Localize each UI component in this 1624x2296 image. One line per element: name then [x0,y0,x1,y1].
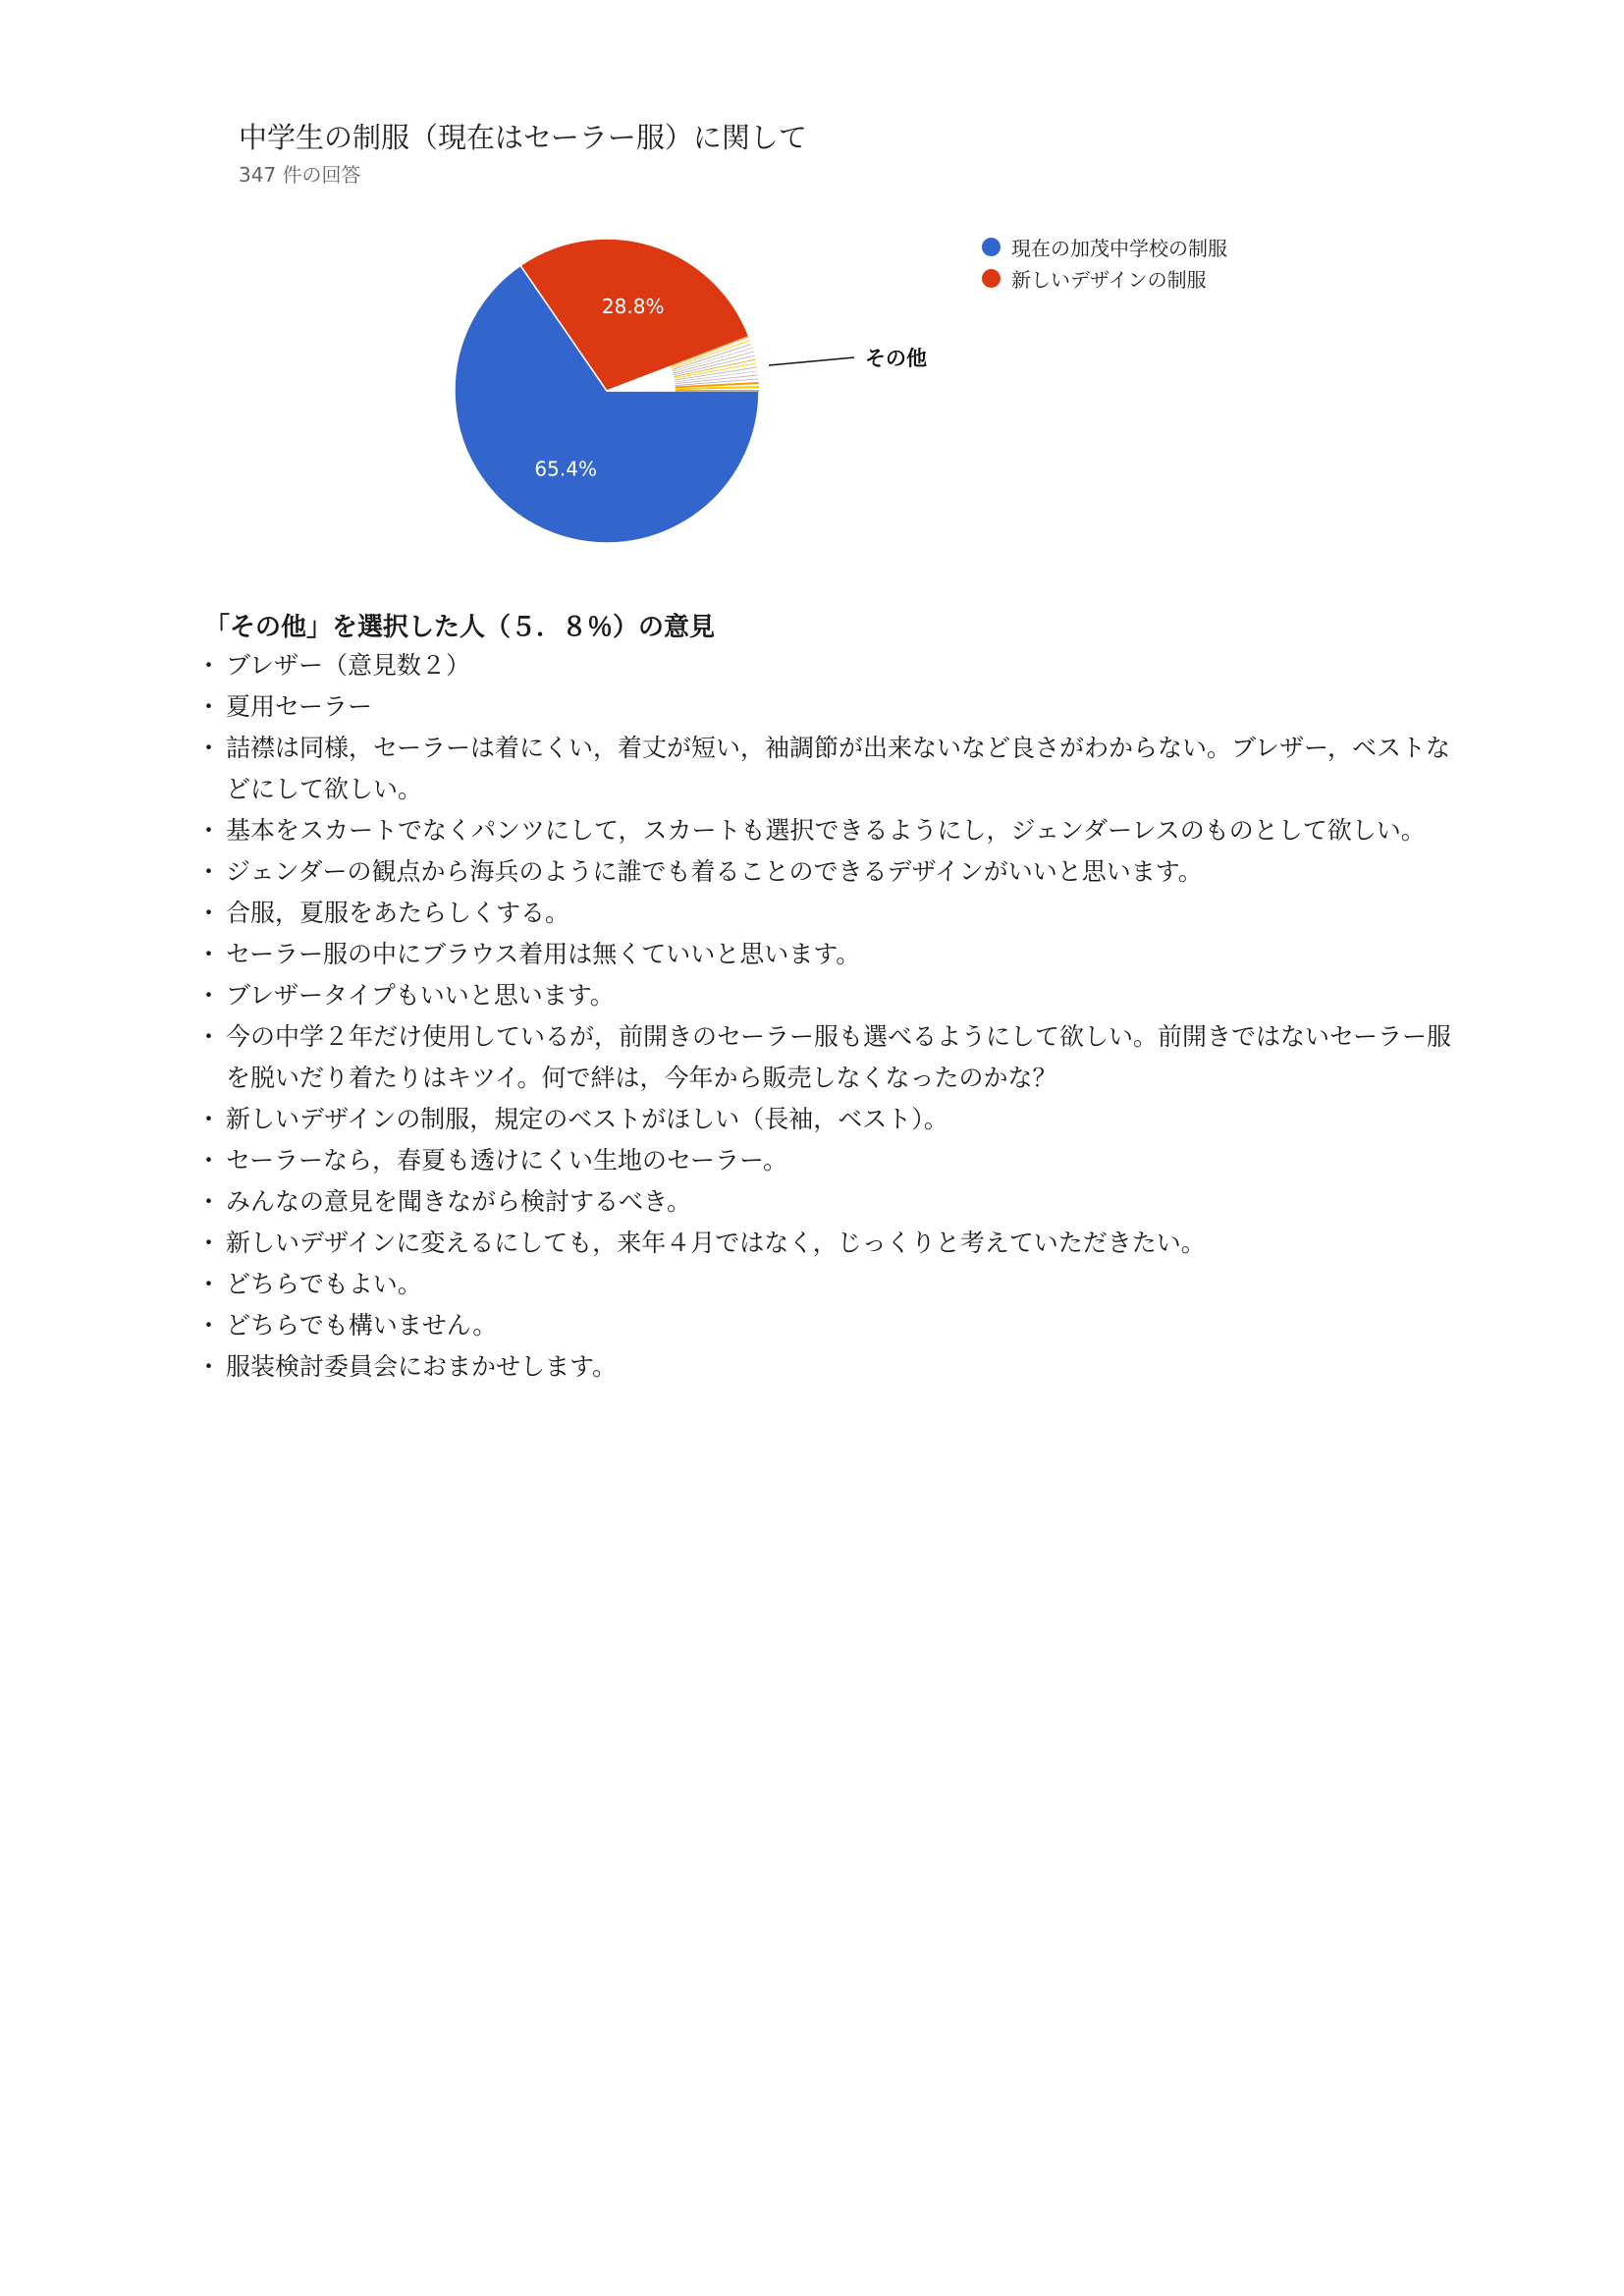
opinion-item: ・ 今の中学２年だけ使用しているが，前開きのセーラー服も選べるようにして欲しい。前開きではないセーラー服を脱いだり着たりはキツイ。何で絆は，今年から販売しなくなったのかな？ [202,1016,1459,1099]
opinion-item: ・ みんなの意見を聞きながら検討するべき。 [202,1181,1459,1223]
opinion-item: ・ ジェンダーの観点から海兵のように誰でも着ることのできるデザインがいいと思います。 [202,851,1459,893]
opinion-item: ・ 合服，夏服をあたらしくする。 [202,893,1459,934]
section-heading: 「その他」を選択した人（５．８％）の意見 [204,613,716,642]
legend-swatch-current [982,238,1001,256]
opinion-item: ・ どちらでも構いません。 [202,1305,1459,1346]
opinion-item: ・ 基本をスカートでなくパンツにして，スカートも選択できるようにし，ジェンダーレスのものとして欲しい。 [202,810,1459,851]
opinion-item: ・ 服装検討委員会におまかせします。 [202,1346,1459,1388]
pie-slice-label: 65.4% [534,457,597,481]
opinion-item: ・ 詰襟は同様，セーラーは着にくい，着丈が短い，袖調節が出来ないなど良さがわからない。ブレザー，ベストなどにして欲しい。 [202,728,1459,810]
legend-item-current [982,231,1227,262]
response-count: 347 件の回答 [239,163,361,187]
opinion-item: ・ どちらでもよい。 [202,1264,1459,1305]
legend-item-new [982,262,1227,294]
opinion-list [202,645,1459,1388]
opinion-item: ・ 新しいデザインの制服，規定のベストがほしい（長袖，ベスト）。 [202,1099,1459,1140]
pie-slice-label: 28.8% [601,295,665,319]
pie-chart [447,228,997,562]
legend-label-new: 新しいデザインの制服 [1011,267,1207,292]
opinion-item: ・ 夏用セーラー [202,686,1459,728]
opinion-item: ・ ブレザー（意見数２） [202,645,1459,686]
legend-swatch-new [982,269,1001,288]
other-callout-line [769,357,854,365]
opinion-item: ・ 新しいデザインに変えるにしても，来年４月ではなく，じっくりと考えていただきたい。 [202,1223,1459,1264]
chart-title: 中学生の制服（現在はセーラー服）に関して [239,121,807,154]
chart-legend [982,231,1227,294]
other-callout-label: その他 [865,347,927,370]
opinion-item: ・ ブレザータイプもいいと思います。 [202,975,1459,1016]
opinion-item: ・ セーラー服の中にブラウス着用は無くていいと思います。 [202,934,1459,975]
opinion-item: ・ セーラーなら，春夏も透けにくい生地のセーラー。 [202,1140,1459,1181]
legend-label-current: 現在の加茂中学校の制服 [1011,236,1227,260]
